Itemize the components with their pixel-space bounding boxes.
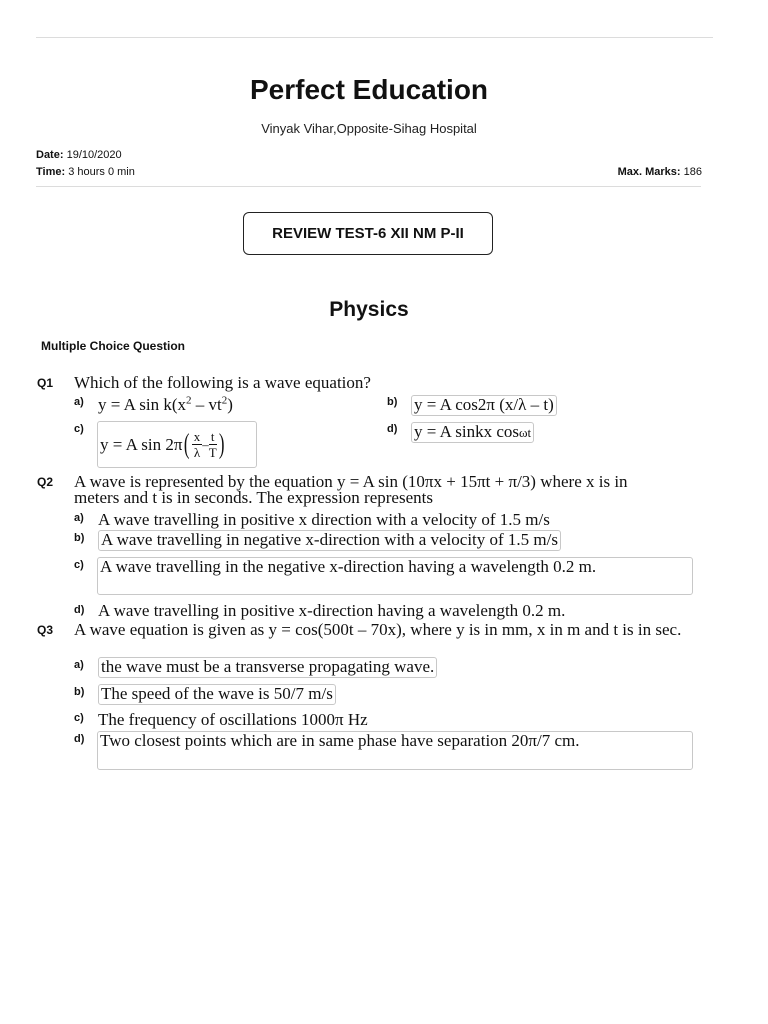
option-label: b) [74,686,85,698]
option-label: a) [74,512,84,524]
institute-address: Vinyak Vihar,Opposite-Sihag Hospital [261,121,477,136]
fraction: $\frac{x}{\lambda}$ [193,429,201,460]
max-marks-label: Max. Marks: [617,166,681,178]
max-marks-line [618,166,702,178]
option-text: The frequency of oscillations 1000π Hz [98,710,368,729]
option-text: A wave travelling in negative x-direction with a velocity of 1.5 m/s [98,530,561,551]
subject-heading: Physics [329,298,409,321]
section-heading: Multiple Choice Question [41,339,186,353]
test-name-box [243,212,493,255]
option-label: b) [387,396,398,408]
date-value: 19/10/2020 [66,149,122,161]
date-label: Date: [36,149,64,161]
time-value: 3 hours 0 min [68,166,135,178]
option-text: y = A sinkx cosωt [411,422,534,443]
option-label: b) [74,532,85,544]
institute-name: Perfect Education [249,74,489,105]
question-text: A wave equation is given as y = cos(500t – 70x), where y is in mm, x in m and t is in sec. [74,620,682,639]
option-label: d) [74,733,85,745]
fraction: $\frac{t}{T}$ [208,429,217,460]
date-line [36,149,122,161]
option-label: d) [74,604,85,616]
option-label: c) [74,559,84,571]
top-divider [36,37,713,38]
option-text: y = A sin 2π ( $\frac{x}{\lambda}$ – $\frac{t}{T}$ ) [97,421,257,468]
option-label: a) [74,396,84,408]
option-label: c) [74,423,84,435]
option-text: y = A $\sin k(x^2 - vt^2)$ [98,394,233,414]
header-divider [36,186,701,187]
option-label: a) [74,659,84,671]
time-label: Time: [36,166,66,178]
option-label: d) [387,423,398,435]
option-text: the wave must be a transverse propagating wave. [98,657,437,678]
question-number: Q2 [37,475,54,489]
option-text: y = A cos2π (x/λ – t) [411,395,557,416]
time-line [36,166,135,178]
max-marks-value: 186 [683,166,702,178]
question-text: Which of the following is a wave equation? [74,373,371,392]
question-number: Q1 [37,376,54,390]
test-name: REVIEW TEST-6 XII NM P-II [272,225,464,242]
option-text: A wave travelling in positive x direction with a velocity of 1.5 m/s [98,510,550,529]
option-label: c) [74,712,84,724]
question-number: Q3 [37,623,54,637]
option-text: The speed of the wave is 50/7 m/s [98,684,336,705]
option-text: A wave travelling in the negative x-direction having a wavelength 0.2 m. [97,557,693,595]
option-text: A wave travelling in positive x-direction having a wavelength 0.2 m. [98,601,566,620]
question-text: A wave is represented by the equation y = A sin (10πx + 15πt + π/3) where x is in meters and t is in seconds. The expression represents [74,472,628,507]
option-text: Two closest points which are in same phase have separation 20π/7 cm. [97,731,693,770]
